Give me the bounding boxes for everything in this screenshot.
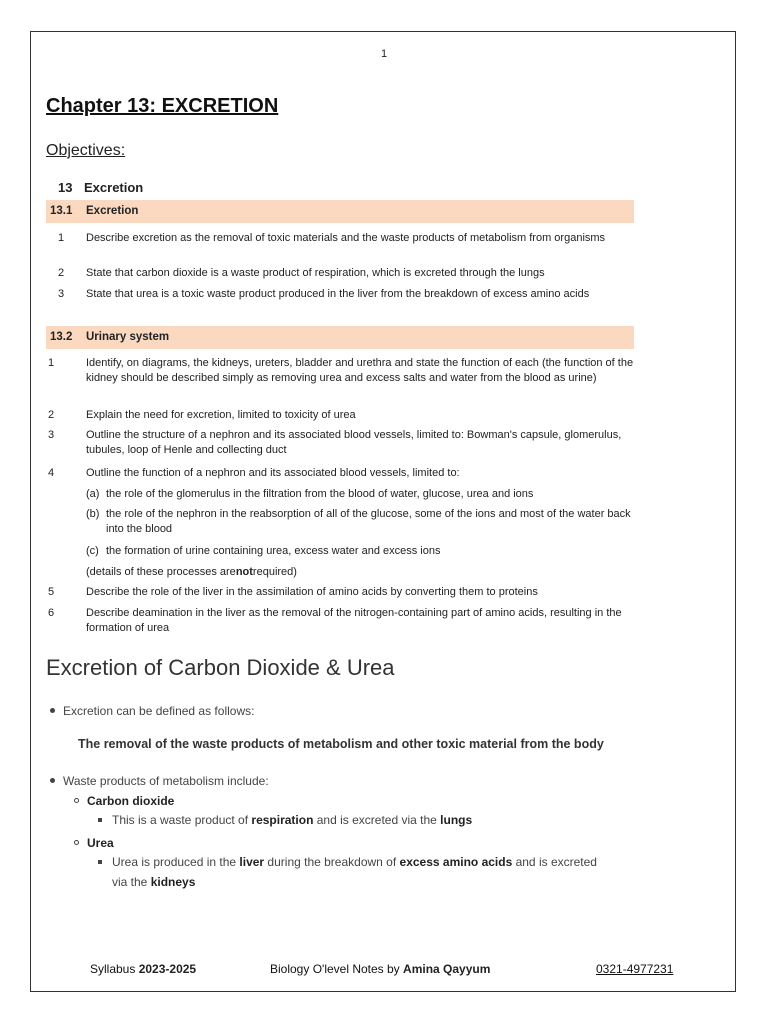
detail-text: This is a waste product of <box>112 813 252 827</box>
bullet-text: Excretion can be defined as follows: <box>63 704 255 718</box>
detail-text: and is excreted via the <box>313 813 441 827</box>
item-number: 1 <box>48 357 55 369</box>
objective-item <box>46 287 634 302</box>
footer-author: Amina Qayyum <box>403 962 491 976</box>
objective-note <box>86 565 634 580</box>
detail-text: during the breakdown of <box>264 855 400 869</box>
item-number: 3 <box>48 429 55 441</box>
subitem-letter: (c) <box>86 545 99 557</box>
detail-text: via the <box>112 875 151 889</box>
detail-text: and is excreted <box>512 855 597 869</box>
bullet-icon <box>50 778 55 783</box>
subbullet-label: Carbon dioxide <box>87 794 175 808</box>
subitem-text: the role of the nephron in the reabsorption of all of the glucose, some of the ions and most of the water back into the blood <box>106 508 631 535</box>
square-bullet-icon <box>98 860 102 864</box>
detail-bold: lungs <box>440 813 473 827</box>
bullet-icon <box>50 708 55 713</box>
section-header-13-2 <box>46 326 634 349</box>
detail-carbon-dioxide <box>98 812 472 828</box>
objective-item <box>46 266 634 281</box>
item-number: 1 <box>58 232 65 244</box>
note-prefix: (details of these processes are <box>86 566 236 578</box>
section-number: 13.1 <box>50 205 73 217</box>
footer-phone: 0321-4977231 <box>596 962 674 976</box>
bullet-text: Waste products of metabolism include: <box>63 774 269 788</box>
detail-urea-continued <box>112 874 195 890</box>
topic-number: 13 <box>58 179 73 195</box>
item-number: 4 <box>48 467 55 479</box>
page-number: 1 <box>380 48 388 60</box>
footer-syllabus-label: Syllabus <box>90 962 139 976</box>
item-number: 5 <box>48 586 55 598</box>
objective-item <box>46 606 634 636</box>
item-number: 3 <box>58 288 65 300</box>
section-number: 13.2 <box>50 331 73 343</box>
syllabus-topic-header <box>46 177 634 197</box>
section-title: Excretion <box>86 205 139 217</box>
item-text: Describe excretion as the removal of toxic materials and the waste products of metabolism from organisms <box>86 232 606 244</box>
note-bold: not <box>235 566 253 578</box>
detail-bold: excess amino acids <box>399 855 513 869</box>
bullet-excretion-definition <box>50 703 254 719</box>
subitem-letter: (a) <box>86 488 100 500</box>
item-text: Outline the structure of a nephron and its associated blood vessels, limited to: Bowman's capsule, glomerulus, tubules, loop of Henle and collecting duct <box>86 429 622 456</box>
objective-item <box>46 408 634 423</box>
objective-item <box>46 428 634 458</box>
item-text: Describe deamination in the liver as the removal of the nitrogen-containing part of amino acids, resulting in the formation of urea <box>86 607 622 634</box>
notes-heading: Excretion of Carbon Dioxide & Urea <box>46 655 395 680</box>
circle-bullet-icon <box>74 798 79 803</box>
subitem-text: the formation of urine containing urea, excess water and excess ions <box>106 545 441 557</box>
footer-syllabus-years: 2023-2025 <box>138 962 197 976</box>
item-number: 2 <box>48 409 55 421</box>
objectives-heading: Objectives: <box>46 142 126 159</box>
footer-notes-credit <box>270 962 490 976</box>
item-text: Describe the role of the liver in the assimilation of amino acids by converting them to proteins <box>86 586 538 598</box>
item-text: Outline the function of a nephron and its associated blood vessels, limited to: <box>86 467 460 479</box>
item-text: State that urea is a toxic waste product produced in the liver from the breakdown of excess amino acids <box>86 288 590 300</box>
section-header-13-1 <box>46 200 634 223</box>
objective-subitem <box>86 507 634 537</box>
item-text: Explain the need for excretion, limited to toxicity of urea <box>86 409 356 421</box>
objective-item <box>46 231 634 246</box>
subbullet-urea <box>74 835 114 851</box>
detail-bold: respiration <box>251 813 314 827</box>
bullet-waste-products <box>50 773 269 789</box>
item-number: 6 <box>48 607 55 619</box>
detail-urea <box>98 854 597 870</box>
detail-bold: liver <box>239 855 265 869</box>
subitem-text: the role of the glomerulus in the filtration from the blood of water, glucose, urea and ions <box>106 488 534 500</box>
square-bullet-icon <box>98 818 102 822</box>
footer-syllabus <box>90 962 196 976</box>
item-number: 2 <box>58 267 65 279</box>
subbullet-carbon-dioxide <box>74 793 174 809</box>
definition-text: The removal of the waste products of metabolism and other toxic material from the body <box>78 737 604 751</box>
circle-bullet-icon <box>74 840 79 845</box>
subbullet-label: Urea <box>87 836 114 850</box>
topic-title: Excretion <box>84 179 144 195</box>
item-text: State that carbon dioxide is a waste product of respiration, which is excreted through the lungs <box>86 267 545 279</box>
detail-bold: kidneys <box>150 875 196 889</box>
chapter-title: Chapter 13: EXCRETION <box>46 95 279 117</box>
objective-item <box>46 356 634 386</box>
footer-notes-label: Biology O'level Notes by <box>270 962 404 976</box>
item-text: Identify, on diagrams, the kidneys, ureters, bladder and urethra and state the function of each (the function of the kidney should be described simply as removing urea and excess salts and water from the blood as urine) <box>86 357 634 384</box>
section-title: Urinary system <box>86 331 170 343</box>
detail-text: Urea is produced in the <box>112 855 240 869</box>
objective-subitem <box>86 487 634 502</box>
subitem-letter: (b) <box>86 508 100 520</box>
objective-subitem <box>86 544 634 559</box>
note-suffix: required) <box>252 566 297 578</box>
objective-item <box>46 585 634 600</box>
objective-item <box>46 466 634 481</box>
